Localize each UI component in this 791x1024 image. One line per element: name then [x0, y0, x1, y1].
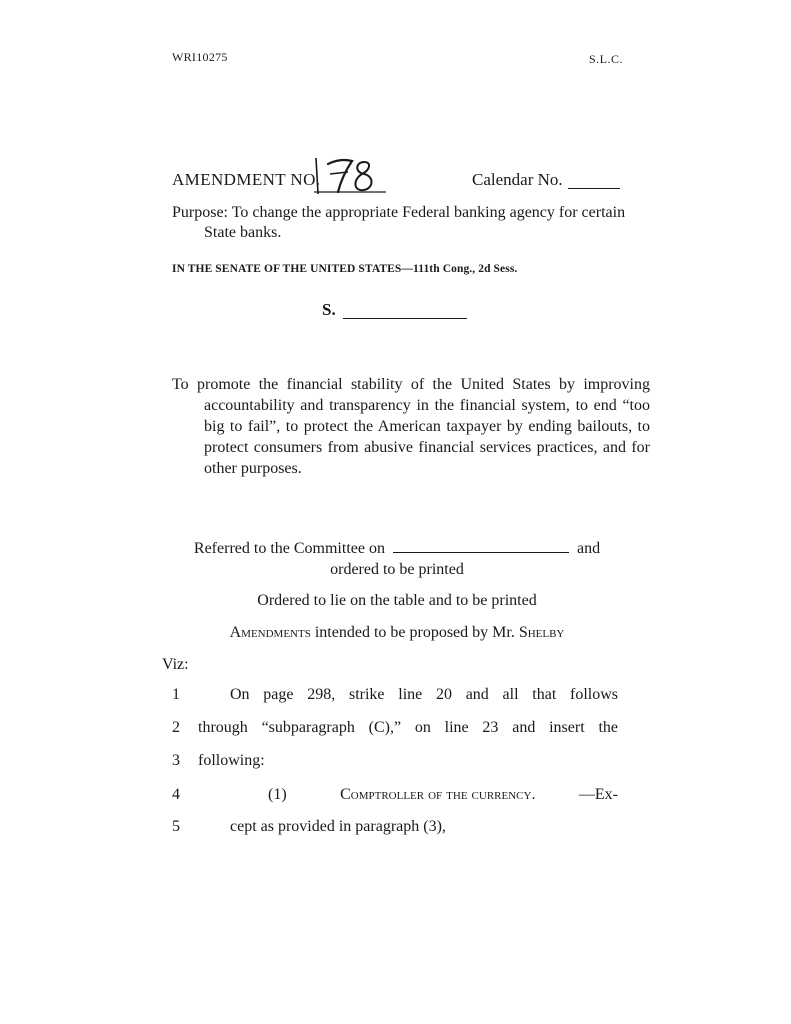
referral-line2: ordered to be printed	[330, 561, 464, 578]
referral-after: and	[576, 540, 601, 557]
line-text: following:	[198, 752, 265, 769]
bill-prefix: S.	[322, 300, 336, 319]
paragraph-heading: Comptroller of the currency.	[340, 786, 536, 803]
amendments-intended	[172, 624, 622, 642]
line-number: 4	[172, 786, 180, 803]
amendments-word: Amendments	[229, 624, 311, 641]
line-number: 1	[172, 686, 180, 703]
slc-marker: S.L.C.	[588, 52, 623, 66]
amendment-header	[172, 160, 622, 200]
handwritten-amendment-number	[312, 152, 392, 198]
referral-statement	[172, 538, 622, 580]
senate-session-line: IN THE SENATE OF THE UNITED STATES—111th Cong., 2d Sess.	[172, 263, 518, 275]
line-text: cept as provided in paragraph (3),	[230, 818, 446, 835]
line-number: 3	[172, 752, 180, 769]
line-text	[198, 719, 618, 737]
referral-before: Referred to the Committee on	[193, 540, 385, 557]
purpose-statement: Purpose: To change the appropriate Federal banking agency for certain State banks.	[172, 204, 626, 241]
paragraph-number: (1)	[268, 786, 287, 803]
bill-number-blank	[343, 318, 467, 319]
text-line	[172, 686, 622, 716]
viz-label: Viz:	[162, 656, 189, 673]
text-line	[172, 752, 622, 782]
line-text	[268, 786, 618, 804]
committee-blank	[393, 551, 569, 553]
calendar-number-blank	[568, 188, 620, 189]
text-line	[172, 786, 622, 816]
amendment-label: AMENDMENT NO.	[172, 170, 321, 189]
amendments-middle: intended to be proposed by Mr.	[314, 624, 515, 641]
line-number: 5	[172, 818, 180, 835]
paragraph-heading-rest: —Ex-	[578, 786, 618, 803]
document-id: WRI10275	[172, 50, 228, 64]
bill-title: To promote the financial stability of the United States by improving accountability and transparency in the financial system, to end “too big to fail”, to protect the American taxpayer by ending bailouts, to protect consumers from abusive financial services practices, and for other purposes.	[172, 376, 650, 477]
line-text	[230, 686, 618, 704]
sponsor-name: Shelby	[518, 624, 565, 641]
text-line	[172, 818, 622, 848]
ordered-statement: Ordered to lie on the table and to be printed	[257, 592, 537, 609]
calendar-label: Calendar No.	[472, 170, 563, 189]
line-text-content: through “subparagraph (C),” on line 23 and insert the	[198, 719, 618, 736]
line-number: 2	[172, 719, 180, 736]
text-line	[172, 719, 622, 749]
line-text-content: On page 298, strike line 20 and all that follows	[230, 686, 618, 703]
